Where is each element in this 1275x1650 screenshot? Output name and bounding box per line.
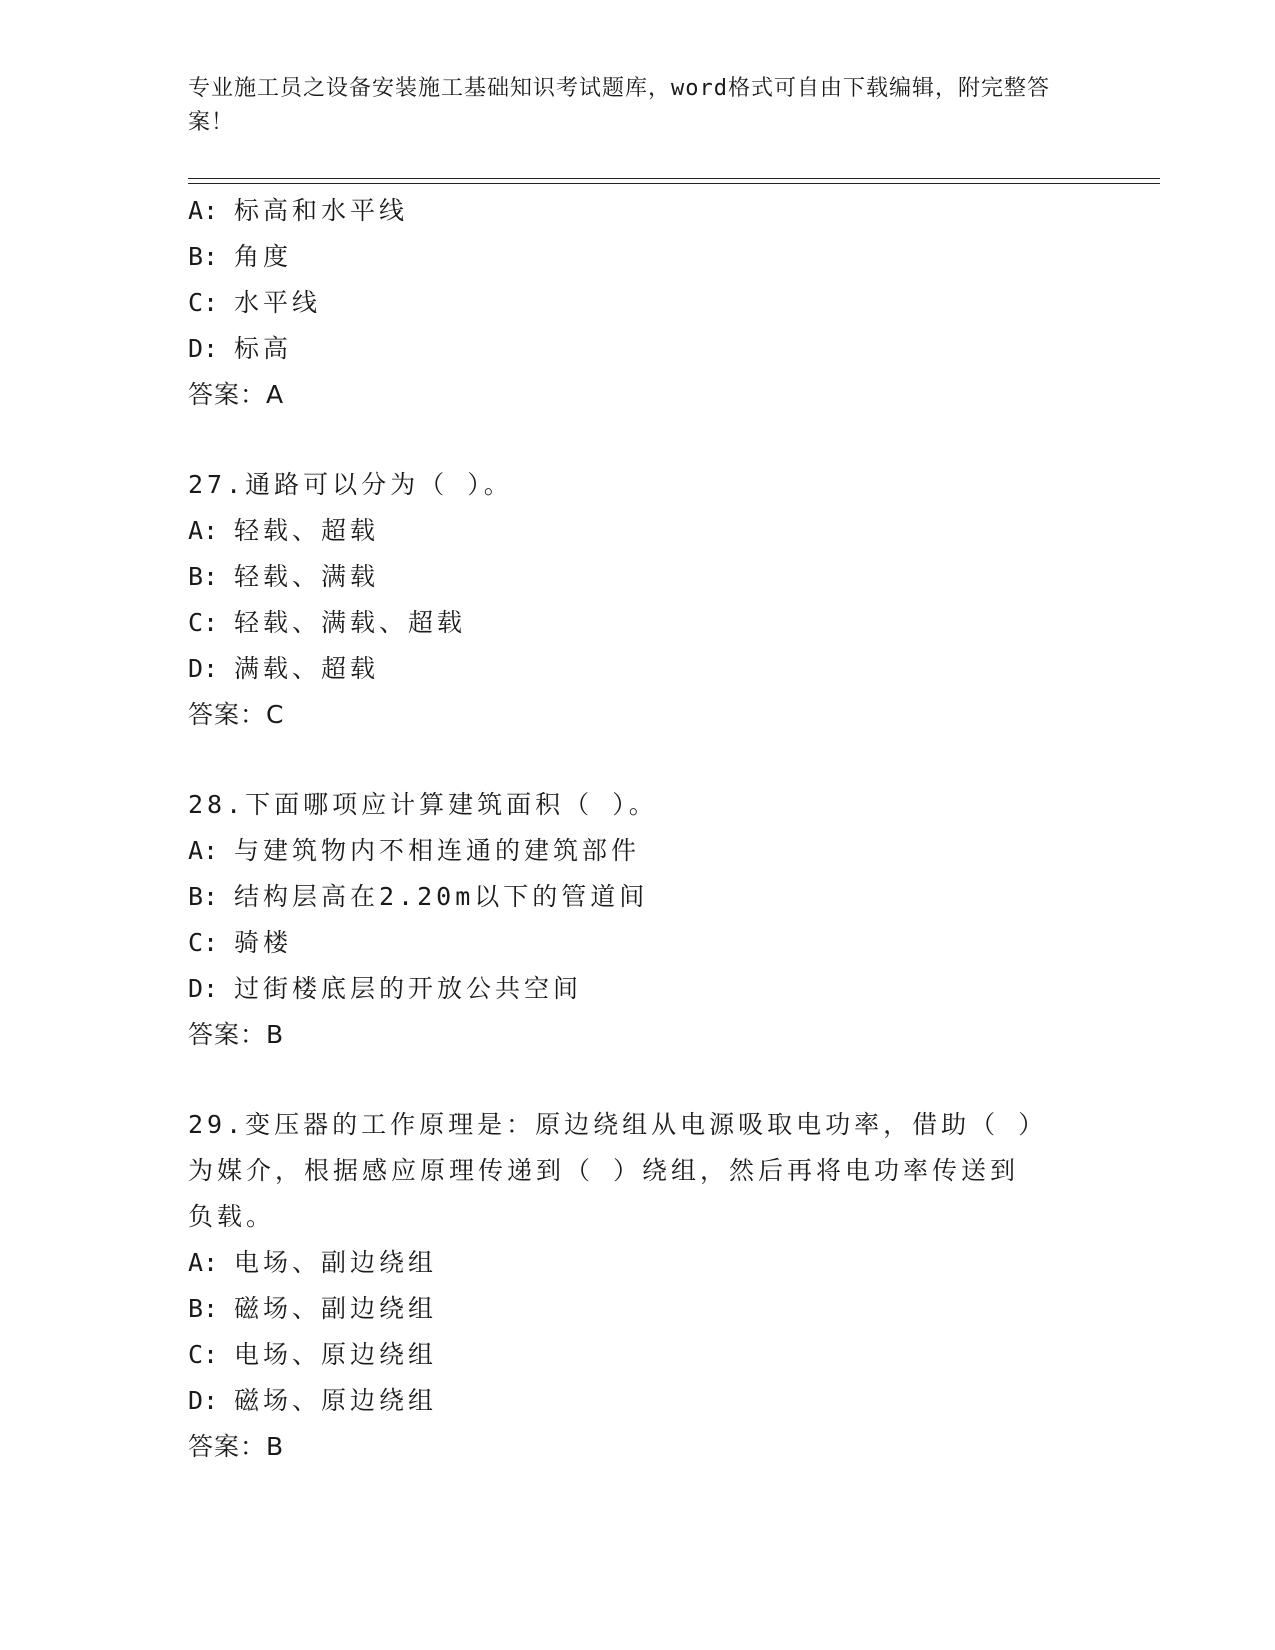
answer-line: 答案：B: [188, 1432, 285, 1461]
option-c: [188, 280, 1088, 326]
option-text: 与建筑物内不相连通的建筑部件: [234, 836, 641, 865]
option-text: 轻载、满载: [234, 562, 380, 591]
question-text: 29.变压器的工作原理是：原边绕组从电源吸取电功率，借助（ ）为媒介，根据感应原理传递到（ ）绕组，然后再将电功率传送到负载。: [188, 1110, 1048, 1231]
option-d: [188, 646, 1088, 692]
answer-line: 答案：A: [188, 380, 285, 409]
option-text: 结构层高在2.20m以下的管道间: [234, 882, 649, 911]
header-rule-top: [188, 178, 1160, 179]
question-29: [188, 1102, 1088, 1470]
option-c: [188, 920, 1088, 966]
option-label: A:: [188, 196, 219, 225]
option-label: B:: [188, 882, 219, 911]
option-text: 满载、超载: [234, 654, 380, 683]
header-rule-bottom: [188, 183, 1160, 184]
answer-line: 答案：C: [188, 700, 285, 729]
spacer: [188, 418, 1088, 462]
spacer: [188, 1058, 1088, 1102]
option-d: [188, 326, 1088, 372]
option-d: [188, 966, 1088, 1012]
option-label: B:: [188, 242, 219, 271]
option-label: B:: [188, 562, 219, 591]
option-label: D:: [188, 654, 219, 683]
option-c: [188, 600, 1088, 646]
option-text: 磁场、原边绕组: [234, 1386, 438, 1415]
option-c: [188, 1332, 1088, 1378]
option-a: [188, 828, 1088, 874]
option-label: D:: [188, 974, 219, 1003]
answer-line: 答案：B: [188, 1020, 285, 1049]
option-label: A:: [188, 1248, 219, 1277]
option-text: 角度: [234, 242, 293, 271]
document-header: 专业施工员之设备安装施工基础知识考试题库，word格式可自由下载编辑，附完整答案！: [188, 76, 1050, 135]
option-b: [188, 874, 1088, 920]
option-label: D:: [188, 1386, 219, 1415]
option-label: A:: [188, 836, 219, 865]
option-d: [188, 1378, 1088, 1424]
question-26: [188, 188, 1088, 418]
option-label: C:: [188, 928, 219, 957]
option-text: 骑楼: [234, 928, 293, 957]
option-text: 轻载、满载、超载: [234, 608, 467, 637]
question-text: 28.下面哪项应计算建筑面积（ ）。: [188, 790, 658, 819]
option-text: 标高: [234, 334, 293, 363]
option-a: [188, 508, 1088, 554]
option-label: D:: [188, 334, 219, 363]
question-28: [188, 782, 1088, 1058]
option-label: A:: [188, 516, 219, 545]
spacer: [188, 738, 1088, 782]
question-text: 27.通路可以分为（ ）。: [188, 470, 513, 499]
option-text: 水平线: [234, 288, 322, 317]
option-label: B:: [188, 1294, 219, 1323]
option-text: 轻载、超载: [234, 516, 380, 545]
option-label: C:: [188, 608, 219, 637]
option-b: [188, 1286, 1088, 1332]
option-text: 电场、原边绕组: [234, 1340, 438, 1369]
option-a: [188, 188, 1088, 234]
option-b: [188, 234, 1088, 280]
question-list: [188, 188, 1088, 1470]
option-label: C:: [188, 1340, 219, 1369]
question-27: [188, 462, 1088, 738]
option-label: C:: [188, 288, 219, 317]
option-text: 电场、副边绕组: [234, 1248, 438, 1277]
option-b: [188, 554, 1088, 600]
option-text: 磁场、副边绕组: [234, 1294, 438, 1323]
option-text: 标高和水平线: [234, 196, 409, 225]
option-text: 过街楼底层的开放公共空间: [234, 974, 583, 1003]
option-a: [188, 1240, 1088, 1286]
